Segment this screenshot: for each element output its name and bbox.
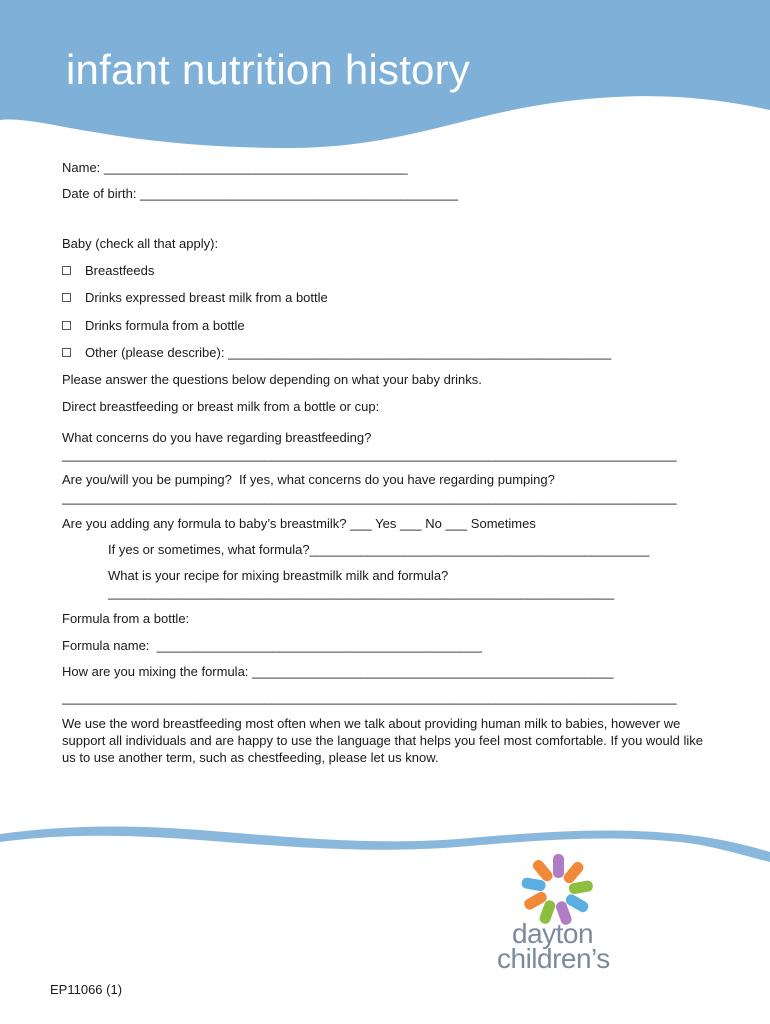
answer-prompt: Please answer the questions below depending on what your baby drinks. <box>62 372 482 387</box>
question-recipe: What is your recipe for mixing breastmilk milk and formula? <box>108 568 449 583</box>
page-title: infant nutrition history <box>66 46 471 93</box>
footer-wave <box>0 820 770 870</box>
formula-heading: Formula from a bottle: <box>62 611 190 626</box>
answer-line-breastfeeding[interactable]: _____________________________________________________________________________________ <box>62 447 677 462</box>
logo-text-dayton: dayton <box>512 918 594 949</box>
answer-line-recipe[interactable]: ______________________________________________________________________ <box>108 585 615 600</box>
other-field[interactable]: Other (please describe): _____________________________________________________ <box>85 345 612 360</box>
breastfeeds-label: Breastfeeds <box>85 263 155 278</box>
name-field[interactable]: Name: __________________________________________ <box>62 160 408 175</box>
what-formula-field[interactable]: If yes or sometimes, what formula?_______________________________________________ <box>108 542 650 557</box>
question-breastfeeding: What concerns do you have regarding breastfeeding? <box>62 430 372 445</box>
direct-heading: Direct breastfeeding or breast milk from a bottle or cup: <box>62 399 380 414</box>
baby-heading: Baby (check all that apply): <box>62 236 219 251</box>
question-pumping: Are you/will you be pumping? If yes, what concerns do you have regarding pumping? <box>62 472 555 487</box>
formula-name-field[interactable]: Formula name: _____________________________________________ <box>62 638 482 653</box>
dob-field[interactable]: Date of birth: ____________________________________________ <box>62 186 459 201</box>
mixing-answer-line[interactable]: _____________________________________________________________________________________ <box>62 690 677 705</box>
terminology-statement: We use the word breastfeeding most often when we talk about providing human milk to babies, however we support all individuals and are happy to use the language that helps you feel most comfortable. If you would like us to use another term, such as chestfeeding, please let us know. <box>62 716 704 765</box>
form-code: EP11066 (1) <box>50 982 123 997</box>
expressed-milk-label: Drinks expressed breast milk from a bottle <box>85 290 328 305</box>
breastfeeds-checkbox[interactable] <box>62 266 71 275</box>
expressed-milk-checkbox[interactable] <box>62 293 71 302</box>
logo-text-childrens: children’s <box>497 943 610 974</box>
other-checkbox[interactable] <box>62 348 71 357</box>
question-adding-formula[interactable]: Are you adding any formula to baby’s breastmilk? ___ Yes ___ No ___ Sometimes <box>62 516 536 531</box>
formula-label: Drinks formula from a bottle <box>85 318 245 333</box>
answer-line-pumping[interactable]: _____________________________________________________________________________________ <box>62 490 677 505</box>
formula-checkbox[interactable] <box>62 321 71 330</box>
mixing-field[interactable]: How are you mixing the formula: __________________________________________________ <box>62 664 614 679</box>
